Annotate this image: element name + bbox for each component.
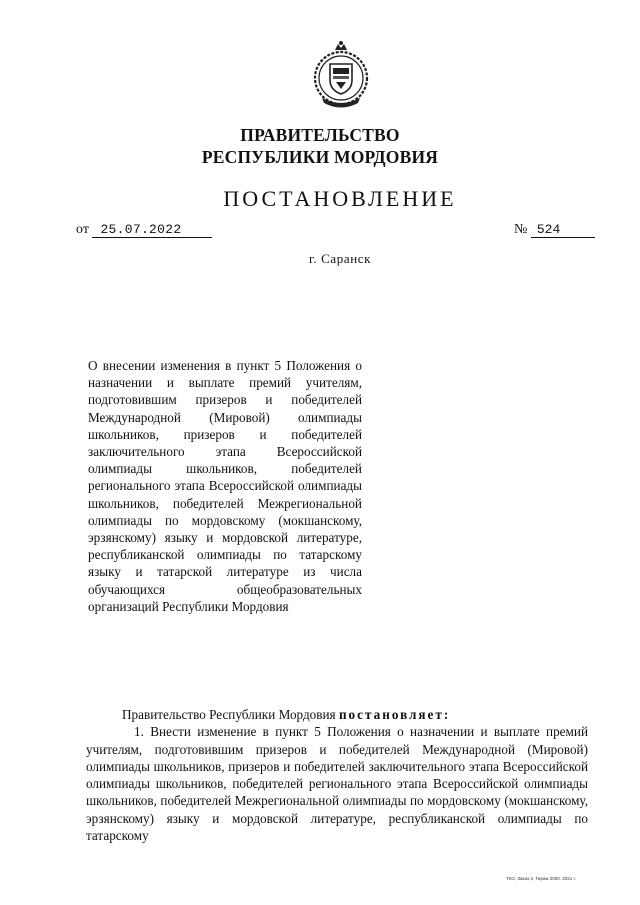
- number-field: [514, 222, 595, 238]
- government-title-line2: РЕСПУБЛИКИ МОРДОВИЯ: [201, 147, 439, 167]
- resolves-text: постановляет:: [338, 707, 451, 722]
- city-line: г. Саранск: [308, 251, 372, 266]
- item-1-paragraph: 1. Внести изменение в пункт 5 Положения о назначении и выплате премий учителям, подготовившим призеров и победителей Международной (Мировой) олимпиады школьников, призеров и победителей заключительного этапа Всероссийской олимпиады школьников, победителей регионального этапа Всероссийской олимпиады школьников, победителей Межрегиональной олимпиады по мордовскому (мокшанскому, эрзянскому) языку и мордовской литературе, республиканской олимпиады по татарскому: [86, 724, 588, 844]
- number-prefix: №: [514, 222, 528, 237]
- print-footer: ТКО, Заказ 3, Тираж 2000. 2021 г.: [506, 876, 576, 881]
- government-title-line1: ПРАВИТЕЛЬСТВО: [240, 125, 400, 145]
- intro-paragraph: [86, 706, 588, 723]
- intro-text: Правительство Республики Мордовия: [122, 707, 336, 722]
- date-prefix: от: [76, 222, 89, 237]
- document-type-title: ПОСТАНОВЛЕНИЕ: [223, 186, 457, 211]
- body-text: [86, 706, 588, 844]
- coat-of-arms-emblem: [308, 36, 374, 118]
- subject-block: О внесении изменения в пункт 5 Положения о назначении и выплате премий учителям, подготовившим призеров и победителей Международной (Мировой) олимпиады школьников, призеров и победителей заключительного этапа Всероссийской олимпиады школьников, победителей регионального этапа Всероссийской олимпиады школьников, победителей Межрегиональной олимпиады по мордовскому (мокшанскому, эрзянскому) языку и мордовской литературе, республиканской олимпиады по татарскому языку и татарской литературе из числа обучающихся общеобразовательных организаций Республики Мордовия: [88, 358, 362, 614]
- date-field: [76, 222, 212, 238]
- date-value: 25.07.2022: [92, 222, 212, 238]
- number-value: 524: [531, 222, 595, 238]
